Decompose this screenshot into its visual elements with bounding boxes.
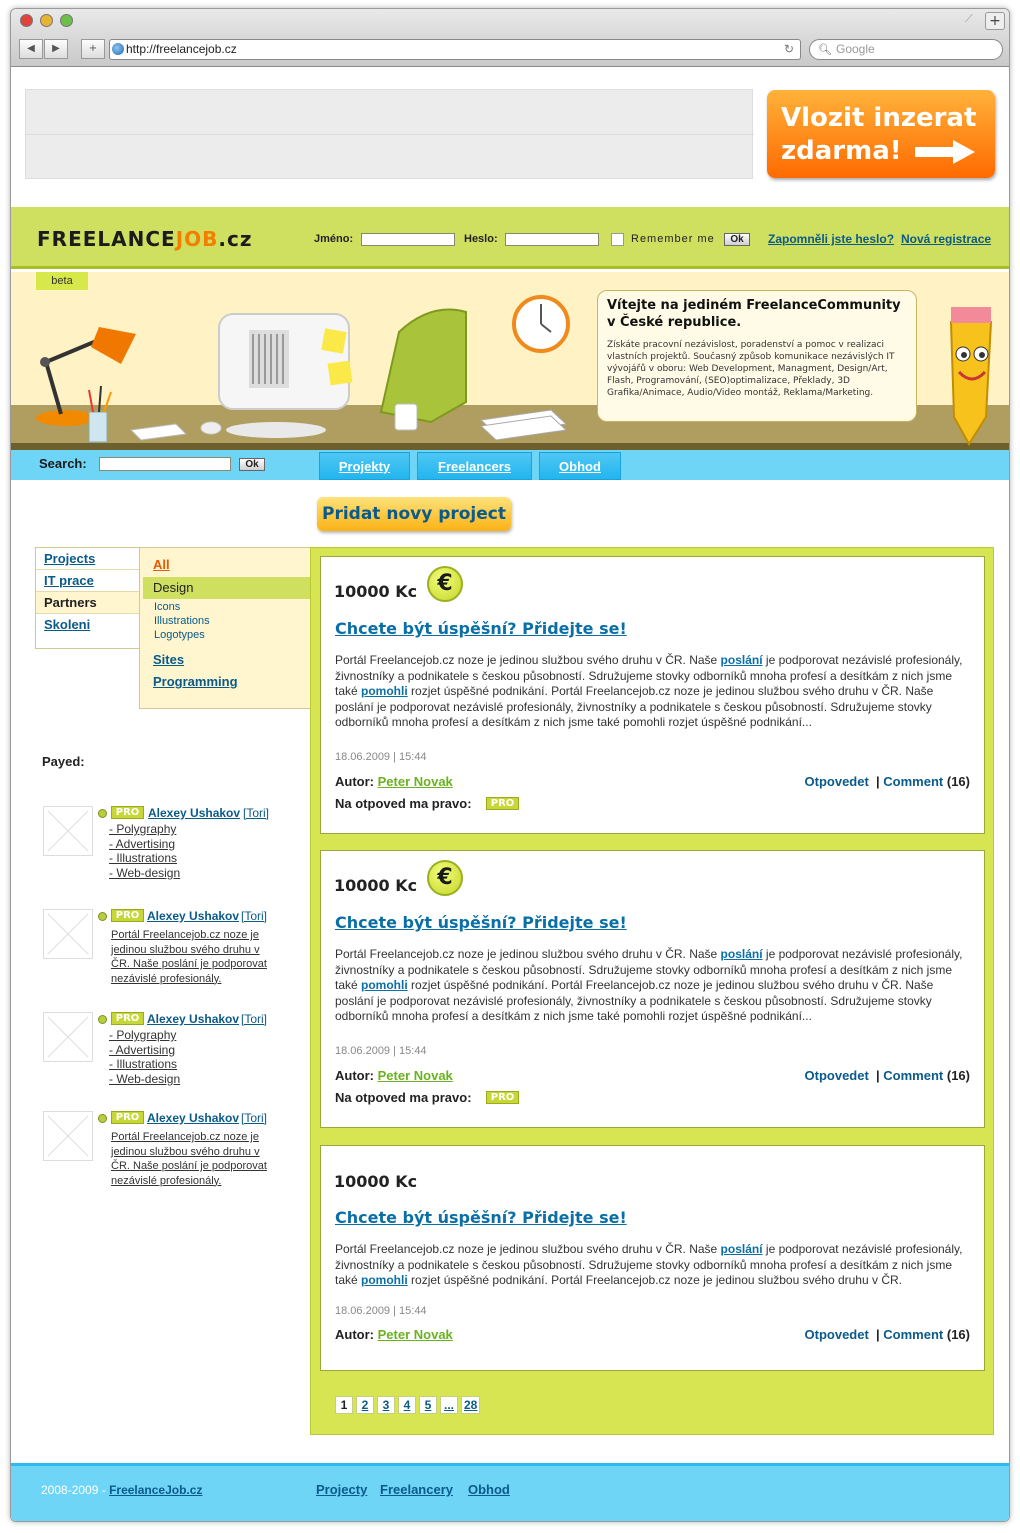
project-date: 18.06.2009 | 15:44 <box>335 1045 427 1057</box>
pro-badge: PRO <box>486 1091 519 1104</box>
payed-heading: Payed: <box>42 754 85 769</box>
browser-search-field[interactable] <box>809 39 1003 60</box>
post-ad-line1: Vlozit inzerat <box>781 103 977 133</box>
back-button[interactable]: ◀ <box>19 39 43 59</box>
search-label: Search: <box>39 456 87 471</box>
welcome-text: Získáte pracovní nezávislost, poradenství a pomoc v realizaci vlastních projektů. Současný způsob komunikace nezávislých IT vývojářů v oboru: Web Development, Managment, Design/Art, Flash, Programování, (SEO)optimalizace, Překlady, 3D Grafika/Animace, Audio/Video montáž, Reklama/Marketing. <box>607 340 895 398</box>
description-link[interactable]: pomohli <box>361 978 408 992</box>
site-header <box>11 207 1010 269</box>
welcome-headline: Vítejte na jediném FreelanceCommunity v České republice. <box>607 298 901 330</box>
skill-item[interactable]: - Advertising <box>109 1042 176 1057</box>
project-description <box>335 653 975 747</box>
page-link[interactable]: 28 <box>461 1396 480 1414</box>
site-search-input[interactable] <box>99 457 231 471</box>
paper-icon <box>131 424 186 440</box>
pro-badge: PRO <box>111 806 144 819</box>
subcategory-logotypes[interactable]: Logotypes <box>154 629 205 641</box>
page <box>11 67 1010 1522</box>
project-price: 10000 Kc <box>334 1172 418 1191</box>
login-ok-button[interactable]: Ok <box>724 233 750 246</box>
footer-link-obhod[interactable]: Obhod <box>468 1482 510 1497</box>
page-link[interactable]: 2 <box>356 1396 374 1414</box>
footer-site-link[interactable]: FreelanceJob.cz <box>109 1483 203 1497</box>
post-ad-line2: zdarma! <box>781 136 902 166</box>
user-tag-link[interactable]: [Tori] <box>241 1111 268 1125</box>
skill-item[interactable]: - Polygraphy <box>109 1028 177 1042</box>
comment-count: (16) <box>946 774 970 789</box>
project-price: 10000 Kc <box>334 582 418 601</box>
user-skills <box>109 822 180 880</box>
author-link[interactable]: Peter Novak <box>377 1068 453 1083</box>
user-tag-link[interactable]: [Tori] <box>241 1012 268 1026</box>
project-card <box>320 1145 985 1371</box>
arrow-right-icon <box>915 140 975 164</box>
description-text: Portál Freelancejob.cz noze je jedinou službou svého druhu v ČR. Naše <box>335 947 721 961</box>
payed-user <box>43 909 283 1009</box>
description-text: je podporovat nezávislé profesionály, živnostníky a podnikatele s českou působností. Sdružujeme stovky odborníků mnoha profesí a desítkám z nich jsme také <box>335 947 963 992</box>
avatar-placeholder-icon[interactable] <box>43 1012 93 1062</box>
avatar-placeholder-icon[interactable] <box>43 909 93 959</box>
add-bookmark-button[interactable]: + <box>81 39 105 59</box>
description-link[interactable]: pomohli <box>361 684 408 698</box>
author-link[interactable]: Peter Novak <box>377 774 453 789</box>
category-partners[interactable]: Partners <box>36 592 139 614</box>
site-footer <box>11 1463 1010 1522</box>
project-date: 18.06.2009 | 15:44 <box>335 1305 427 1317</box>
description-link[interactable]: poslání <box>720 947 763 961</box>
page-link[interactable]: ... <box>440 1396 458 1414</box>
comment-link[interactable]: Comment <box>883 1327 944 1342</box>
status-dot-icon <box>98 1015 107 1024</box>
user-name-link[interactable]: Alexey Ushakov <box>148 806 241 820</box>
subcategory-illustrations[interactable]: Illustrations <box>154 615 210 627</box>
description-text: rozjet úspěšné podnikání. Portál Freelancejob.cz noze je jedinou službou svého druhu v ČR. <box>407 1273 902 1287</box>
description-text: je podporovat nezávislé profesionály, živnostníky a podnikatele s českou působností. Sdružujeme stovky odborníků mnoha profesí a desítkám z nich jsme také <box>335 653 963 698</box>
payed-user <box>43 806 283 906</box>
logo-part-job: JOB <box>175 227 219 251</box>
footer-link-freelancery[interactable]: Freelancery <box>380 1482 453 1497</box>
chair-icon <box>381 310 466 423</box>
pencil-cup-icon <box>89 412 107 442</box>
user-name-link[interactable]: Alexey Ushakov <box>147 909 240 923</box>
url-text: http://freelancejob.cz <box>126 42 237 56</box>
pro-badge: PRO <box>111 1012 144 1025</box>
payed-user <box>43 1111 283 1211</box>
avatar-placeholder-icon[interactable] <box>43 806 93 856</box>
footer-years: 2008-2009 - <box>41 1483 110 1497</box>
user-description[interactable]: Portál Freelancejob.cz noze je jedinou službou svého druhu v ČR. Naše poslání je podporovat nezávislé profesionály. <box>111 929 267 985</box>
page-link[interactable]: 3 <box>377 1396 395 1414</box>
remember-me-checkbox[interactable] <box>611 233 624 246</box>
site-logo[interactable] <box>37 227 252 251</box>
subcategory-panel <box>139 547 311 709</box>
description-link[interactable]: pomohli <box>361 1273 408 1287</box>
project-title-link[interactable]: Chcete být úspěšní? Přidejte se! <box>335 913 627 932</box>
category-nav <box>35 547 140 649</box>
desk-lamp-icon <box>36 327 136 426</box>
subcategory-programming[interactable]: Programming <box>153 674 238 689</box>
status-dot-icon <box>98 809 107 818</box>
project-description <box>335 1242 975 1290</box>
description-link[interactable]: poslání <box>720 1242 763 1256</box>
description-link[interactable]: poslání <box>720 653 763 667</box>
password-label: Heslo: <box>464 233 498 245</box>
skill-item[interactable]: - Advertising <box>109 836 176 851</box>
tab-projekty[interactable]: Projekty <box>319 452 410 480</box>
mug-icon <box>395 404 417 430</box>
project-author <box>335 1327 453 1342</box>
pro-badge: PRO <box>111 909 144 922</box>
author-label: Autor: <box>335 1327 374 1342</box>
main-navbar <box>11 450 1010 480</box>
project-date: 18.06.2009 | 15:44 <box>335 751 427 763</box>
close-window-button[interactable] <box>20 14 33 27</box>
category-it-prace[interactable]: IT prace <box>36 570 139 592</box>
register-link[interactable]: Nová registrace <box>901 232 992 246</box>
project-actions: Otpovedet | Comment (16) <box>804 774 970 789</box>
footer-link-projecty[interactable]: Projecty <box>316 1482 368 1497</box>
beta-badge: beta <box>36 272 88 290</box>
user-name-link[interactable]: Alexey Ushakov <box>147 1012 240 1026</box>
logo-part-domain: .cz <box>218 227 253 251</box>
user-tag-link[interactable]: [Tori] <box>243 806 270 820</box>
user-description[interactable]: Portál Freelancejob.cz noze je jedinou službou svého druhu v ČR. Naše poslání je podporovat nezávislé profesionály. <box>111 1131 267 1187</box>
author-label: Autor: <box>335 774 374 789</box>
project-actions: Otpovedet | Comment (16) <box>804 1068 970 1083</box>
project-title-link[interactable]: Chcete být úspěšní? Přidejte se! <box>335 619 627 638</box>
user-skills <box>109 1028 180 1086</box>
password-input[interactable] <box>505 233 599 246</box>
description-text: rozjet úspěšné podnikání. Portál Freelancejob.cz noze je jedinou službou svého druhu v ČR. Naše poslání je podporovat nezávislé profesionály, živnostníky a podnikatele s českou působností. Sdružujeme stovky odborníků mnoha profesí a desítkám z nich jsme také pomohli rozjet úspěšné podnikání... <box>335 684 934 729</box>
description-text: Portál Freelancejob.cz noze je jedinou službou svého druhu v ČR. Naše <box>335 653 721 667</box>
subcategory-sites[interactable]: Sites <box>153 652 185 667</box>
category-skoleni[interactable]: Skoleni <box>44 617 91 632</box>
reply-link[interactable]: Otpovedet <box>804 1068 869 1083</box>
monitor-icon <box>201 314 352 438</box>
payed-user <box>43 1012 283 1112</box>
reply-right-label: Na otpoved ma pravo: <box>335 1090 472 1105</box>
browser-window <box>10 8 1010 1522</box>
post-ad-button[interactable] <box>767 90 995 178</box>
welcome-banner <box>11 272 1010 450</box>
url-bar[interactable] <box>109 39 801 60</box>
author-label: Autor: <box>335 1068 374 1083</box>
pagination <box>335 1396 483 1414</box>
skill-item[interactable]: - Web-design <box>109 865 181 880</box>
skill-item[interactable]: - Illustrations <box>109 1057 178 1071</box>
username-label: Jméno: <box>314 233 354 245</box>
project-list <box>310 547 994 1435</box>
page-link[interactable]: 5 <box>419 1396 437 1414</box>
comment-count: (16) <box>946 1327 970 1342</box>
description-text: Portál Freelancejob.cz noze je jedinou službou svého druhu v ČR. Naše <box>335 1242 721 1256</box>
page-link[interactable]: 4 <box>398 1396 416 1414</box>
globe-icon <box>112 43 124 55</box>
project-price: 10000 Kc <box>334 876 418 895</box>
skill-item[interactable]: - Illustrations <box>109 851 178 865</box>
category-projects[interactable]: Projects <box>36 548 139 570</box>
search-ok-button[interactable]: Ok <box>239 458 265 471</box>
tab-freelancers[interactable]: Freelancers <box>417 452 532 480</box>
user-tag-link[interactable]: [Tori] <box>241 909 268 923</box>
footer-copyright <box>41 1483 202 1497</box>
project-description <box>335 947 975 1041</box>
forward-button[interactable]: ▶ <box>44 39 68 59</box>
page-link[interactable]: 1 <box>335 1396 353 1414</box>
ad-banner-placeholder <box>25 89 753 179</box>
euro-coin-icon: € <box>427 566 463 602</box>
add-project-button[interactable]: Pridat novy project <box>317 497 511 531</box>
project-title-link[interactable]: Chcete být úspěšní? Přidejte se! <box>335 1208 627 1227</box>
comment-count: (16) <box>946 1068 970 1083</box>
reply-link[interactable]: Otpovedet <box>804 774 869 789</box>
description-text: rozjet úspěšné podnikání. Portál Freelancejob.cz noze je jedinou službou svého druhu v ČR. Naše poslání je podporovat nezávislé profesionály, živnostníky a podnikatele s českou působností. Sdružujeme stovky odborníků mnoha profesí a desítkám z nich jsme také pomohli rozjet úspěšné podnikání... <box>335 978 934 1023</box>
browser-toolbar <box>11 9 1010 67</box>
tab-obhod[interactable]: Obhod <box>539 452 621 480</box>
reply-link[interactable]: Otpovedet <box>804 1327 869 1342</box>
wall-clock-icon <box>514 297 568 351</box>
skill-item[interactable]: - Web-design <box>109 1071 181 1086</box>
logo-part-freelance: FREELANCE <box>37 227 176 251</box>
project-card <box>320 556 985 834</box>
remember-me-label: Remember me <box>631 233 715 245</box>
comment-link[interactable]: Comment <box>883 774 944 789</box>
status-dot-icon <box>98 912 107 921</box>
zoom-window-button[interactable] <box>60 14 73 27</box>
subcategory-icons[interactable]: Icons <box>154 601 181 613</box>
subcategory-all[interactable]: All <box>153 557 170 572</box>
pro-badge: PRO <box>111 1111 144 1124</box>
project-actions: Otpovedet | Comment (16) <box>804 1327 970 1342</box>
avatar-placeholder-icon[interactable] <box>43 1111 93 1161</box>
project-author <box>335 1068 453 1083</box>
new-tab-button[interactable]: + <box>985 12 1005 30</box>
user-name-link[interactable]: Alexey Ushakov <box>147 1111 240 1125</box>
subcategory-design[interactable]: Design <box>143 577 311 599</box>
project-author <box>335 774 453 789</box>
forgot-password-link[interactable]: Zapomněli jste heslo? <box>768 232 895 246</box>
author-link[interactable]: Peter Novak <box>377 1327 453 1342</box>
comment-link[interactable]: Comment <box>883 1068 944 1083</box>
browser-search-placeholder: Google <box>836 42 875 56</box>
username-input[interactable] <box>361 233 455 246</box>
minimize-window-button[interactable] <box>40 14 53 27</box>
pro-badge: PRO <box>486 797 519 810</box>
welcome-speech-bubble <box>597 290 917 422</box>
status-dot-icon <box>98 1114 107 1123</box>
reload-icon[interactable]: ↻ <box>783 42 794 56</box>
resize-grip-icon: ⟋ <box>965 13 973 25</box>
reply-right-label: Na otpoved ma pravo: <box>335 796 472 811</box>
search-icon: 🔍︎ <box>818 44 832 56</box>
project-card <box>320 850 985 1128</box>
description-text: je podporovat nezávislé profesionály, živnostníky a podnikatele s českou působností. Sdružujeme stovky odborníků mnoha profesí a desítkám z nich jsme také <box>335 1242 963 1287</box>
skill-item[interactable]: - Polygraphy <box>109 822 177 836</box>
pencil-mascot-icon <box>951 307 991 444</box>
euro-coin-icon: € <box>427 860 463 896</box>
